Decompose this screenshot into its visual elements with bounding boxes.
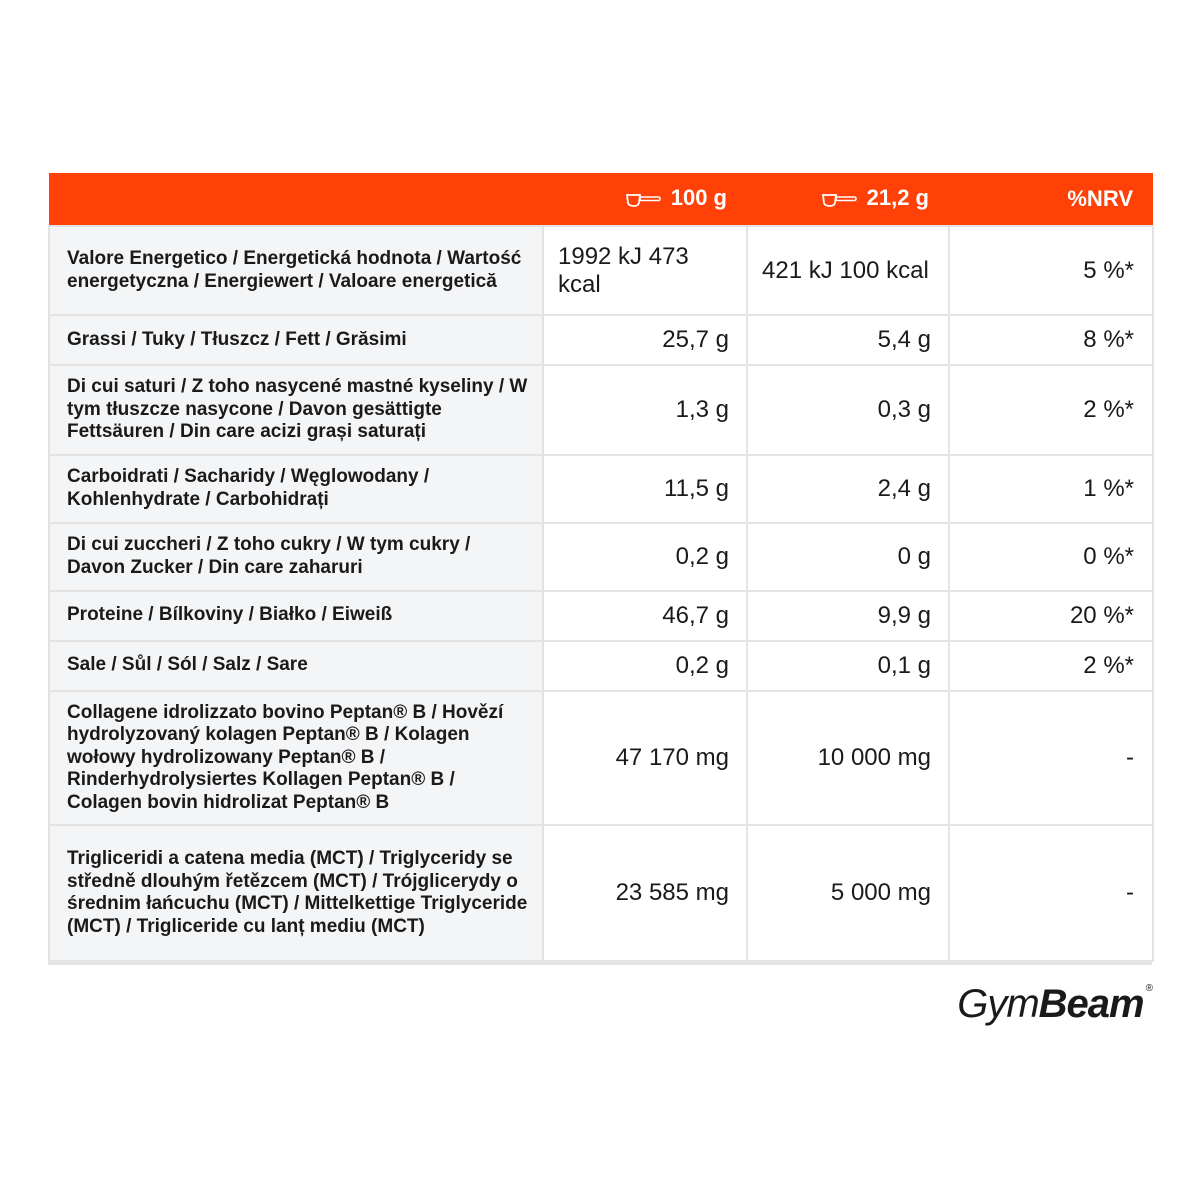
value-per-serving: 10 000 mg [747,691,949,826]
value-nrv: 2 %* [949,641,1153,691]
nutrition-table [48,173,1154,962]
table-header-row [49,173,1153,226]
header-per-100g-label: 100 g [670,184,727,210]
value-nrv: 2 %* [949,365,1153,455]
value-nrv: - [949,691,1153,826]
nutrition-table-wrapper [48,173,1152,965]
nutrient-label: Carboidrati / Sacharidy / Węglowodany / Kohlenhydrate / Carbohidrați [49,455,543,523]
table-row [49,825,1153,961]
table-row [49,365,1153,455]
nutrient-label: Di cui zuccheri / Z toho cukry / W tym cukry / Davon Zucker / Din care zaharuri [49,523,543,591]
nutrient-label: Valore Energetico / Energetická hodnota / Wartość energetyczna / Energiewert / Valoare energetică [49,226,543,315]
value-nrv: 20 %* [949,591,1153,641]
gymbeam-logo [957,982,1152,1027]
table-row [49,523,1153,591]
table-row [49,591,1153,641]
value-per-100g: 1992 kJ 473 kcal [543,226,747,315]
scoop-icon [821,188,857,214]
header-per-serving [747,173,949,226]
value-per-100g: 1,3 g [543,365,747,455]
table-row [49,226,1153,315]
value-per-100g: 25,7 g [543,315,747,365]
nutrient-label: Collagene idrolizzato bovino Peptan® B / Hovězí hydrolyzovaný kolagen Peptan® B / Kolagen wołowy hydrolizowany Peptan® B / Rinderhydrolysiertes Kollagen Peptan® B / Colagen bovin hidrolizat Peptan® B [49,691,543,826]
value-per-serving: 2,4 g [747,455,949,523]
logo-beam: Beam [1038,982,1144,1026]
header-per-100g [543,173,747,226]
value-per-serving: 5,4 g [747,315,949,365]
value-per-serving: 5 000 mg [747,825,949,961]
nutrient-label: Sale / Sůl / Sól / Salz / Sare [49,641,543,691]
header-per-serving-label: 21,2 g [866,184,929,210]
value-per-serving: 9,9 g [747,591,949,641]
table-row [49,315,1153,365]
value-nrv: 8 %* [949,315,1153,365]
logo-gym: Gym [957,982,1039,1026]
table-row [49,641,1153,691]
table-row [49,691,1153,826]
header-label-cell [49,173,543,226]
value-nrv: 0 %* [949,523,1153,591]
scoop-icon [625,188,661,214]
value-nrv: - [949,825,1153,961]
value-per-serving: 0 g [747,523,949,591]
table-row [49,455,1153,523]
header-nrv [949,173,1153,226]
value-per-100g: 0,2 g [543,641,747,691]
nutrient-label: Trigliceridi a catena media (MCT) / Triglyceridy se středně dlouhým řetězcem (MCT) / Trójglicerydy o średnim łańcuchu (MCT) / Mittelkettige Triglyceride (MCT) / Trigliceride cu lanț mediu (MCT) [49,825,543,961]
nutrient-label: Grassi / Tuky / Tłuszcz / Fett / Grăsimi [49,315,543,365]
value-per-100g: 11,5 g [543,455,747,523]
value-nrv: 5 %* [949,226,1153,315]
header-nrv-label: %NRV [1067,186,1133,211]
value-nrv: 1 %* [949,455,1153,523]
value-per-serving: 421 kJ 100 kcal [747,226,949,315]
nutrient-label: Di cui saturi / Z toho nasycené mastné kyseliny / W tym tłuszcze nasycone / Davon gesättigte Fettsäuren / Din care acizi grași saturați [49,365,543,455]
nutrient-label: Proteine / Bílkoviny / Białko / Eiweiß [49,591,543,641]
registered-mark: ® [1145,983,1152,994]
value-per-100g: 23 585 mg [543,825,747,961]
value-per-serving: 0,1 g [747,641,949,691]
value-per-serving: 0,3 g [747,365,949,455]
value-per-100g: 46,7 g [543,591,747,641]
value-per-100g: 47 170 mg [543,691,747,826]
value-per-100g: 0,2 g [543,523,747,591]
